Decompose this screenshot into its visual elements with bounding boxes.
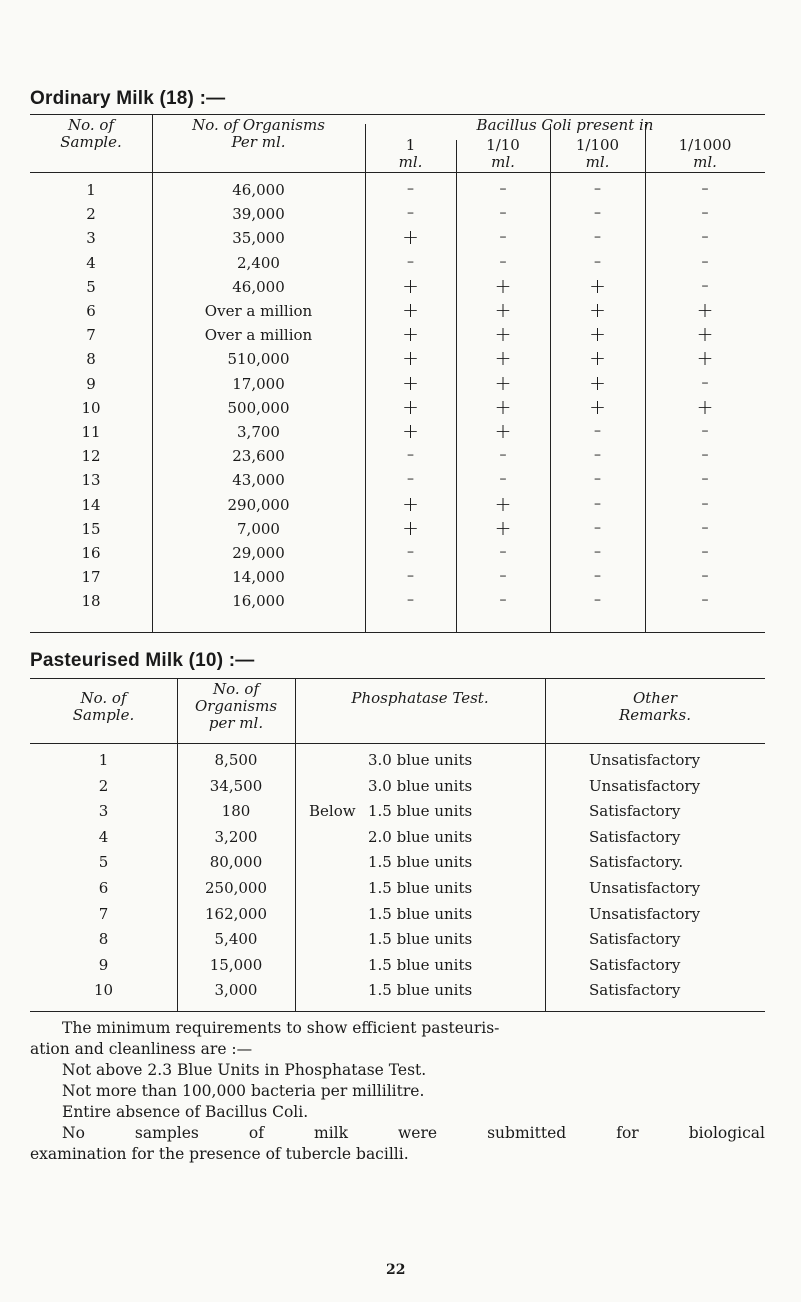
coli-negative: – — [499, 592, 507, 609]
coli-negative: – — [701, 374, 709, 391]
coli-negative: – — [594, 423, 601, 439]
coli-positive: + — [696, 346, 714, 371]
coli-negative: – — [499, 471, 507, 488]
phosphatase-result: 1.5 blue units — [368, 955, 473, 974]
coli-negative: – — [701, 592, 709, 609]
p-sample-number: 3 — [98, 802, 109, 821]
tubercle-note-line-1: No samples of milk were submitted for biological — [62, 1124, 765, 1142]
notes-line-1: The minimum requirements to show efficient pasteuris- — [62, 1019, 500, 1037]
coli-negative: – — [499, 447, 507, 464]
coli-negative: – — [701, 519, 709, 536]
coli-negative: – — [594, 544, 601, 560]
header-dilution-10: 1/10 ml. — [486, 136, 520, 171]
header-dilution-1000: 1/1000 ml. — [678, 136, 732, 171]
coli-negative: – — [499, 253, 507, 270]
remarks: Unsatisfactory — [589, 904, 701, 923]
coli-negative: – — [407, 253, 414, 270]
pasteurised-milk-heading: Pasteurised Milk (10) :— — [30, 650, 255, 671]
phosphatase-result: 1.5 blue units — [368, 853, 473, 872]
organism-count: 2,400 — [237, 253, 280, 272]
p-organism-count: 34,500 — [209, 776, 263, 795]
sample-number: 17 — [81, 568, 101, 587]
organism-count: 23,600 — [232, 447, 285, 466]
organism-count: 510,000 — [227, 350, 290, 369]
remarks: Unsatisfactory — [589, 751, 701, 769]
coli-negative: – — [407, 471, 414, 488]
coli-negative: – — [499, 229, 507, 246]
coli-positive: + — [402, 273, 419, 298]
p-header-organisms: No. of Organisms per ml. — [194, 680, 278, 732]
organism-count: 35,000 — [232, 229, 285, 248]
coli-negative: – — [594, 495, 601, 512]
coli-positive: + — [402, 515, 419, 540]
remarks: Satisfactory — [589, 802, 681, 821]
p-organism-count: 180 — [221, 802, 251, 821]
coli-negative: – — [407, 544, 414, 560]
organism-count: 14,000 — [232, 568, 285, 587]
coli-negative: – — [499, 544, 507, 560]
sample-number: 6 — [86, 302, 96, 320]
p-sample-number: 8 — [98, 930, 109, 949]
phosphatase-result: 3.0 blue units — [368, 751, 473, 769]
coli-positive: + — [494, 419, 512, 443]
phosphatase-result: 1.5 blue units — [368, 879, 473, 897]
p-sample-number: 7 — [98, 904, 109, 923]
header-organisms: No. of Organisms Per ml. — [192, 116, 325, 151]
coli-negative: – — [701, 568, 709, 585]
organism-count: 500,000 — [227, 398, 290, 417]
organism-count: 17,000 — [232, 374, 285, 393]
organism-count: Over a million — [204, 302, 313, 320]
organism-count: Over a million — [204, 326, 313, 345]
sample-number: 2 — [86, 205, 96, 224]
header-dilution-1: 1 ml. — [398, 136, 423, 171]
sample-number: 13 — [81, 471, 101, 490]
phosphatase-result: 1.5 blue units — [368, 930, 473, 949]
coli-positive: + — [696, 322, 714, 347]
coli-positive: + — [402, 394, 419, 419]
organism-count: 46,000 — [232, 277, 285, 296]
remarks: Unsatisfactory — [589, 879, 701, 897]
organism-count: 3,700 — [237, 423, 280, 441]
p-organism-count: 15,000 — [209, 955, 263, 974]
coli-positive: + — [494, 298, 512, 322]
coli-positive: + — [494, 346, 512, 371]
coli-negative: – — [701, 253, 709, 270]
organism-count: 290,000 — [227, 495, 290, 514]
coli-negative: – — [701, 471, 709, 488]
sample-number: 15 — [81, 519, 101, 538]
phosphatase-prefix: Below — [309, 802, 356, 821]
p-sample-number: 5 — [98, 853, 109, 872]
page-number: 22 — [386, 1262, 406, 1278]
organism-count: 39,000 — [232, 205, 285, 224]
coli-positive: + — [589, 346, 606, 371]
coli-negative: – — [701, 423, 709, 439]
p-organism-count: 8,500 — [214, 751, 258, 769]
coli-positive: + — [494, 322, 512, 347]
coli-negative: – — [594, 205, 601, 222]
coli-positive: + — [402, 225, 419, 250]
coli-positive: + — [402, 419, 419, 443]
organism-count: 16,000 — [232, 592, 285, 611]
sample-number: 7 — [86, 326, 96, 345]
header-sample: No. of Sample. — [60, 116, 122, 151]
coli-positive: + — [494, 370, 512, 395]
organism-count: 7,000 — [237, 519, 280, 538]
coli-positive: + — [589, 273, 606, 298]
coli-negative: – — [701, 495, 709, 512]
phosphatase-result: 1.5 blue units — [368, 802, 473, 821]
coli-positive: + — [402, 370, 419, 395]
phosphatase-result: 3.0 blue units — [368, 776, 473, 795]
sample-number: 11 — [81, 423, 101, 441]
coli-negative: – — [499, 568, 507, 585]
coli-negative: – — [407, 447, 414, 464]
sample-number: 3 — [86, 229, 96, 248]
requirement-coli: Entire absence of Bacillus Coli. — [62, 1103, 309, 1121]
sample-number: 5 — [86, 277, 96, 296]
sample-number: 1 — [86, 181, 96, 199]
ordinary-milk-heading: Ordinary Milk (18) :— — [30, 88, 226, 109]
sample-number: 8 — [86, 350, 96, 369]
sample-number: 14 — [81, 495, 101, 514]
coli-negative: – — [594, 568, 601, 585]
p-header-phosphatase: Phosphatase Test. — [351, 689, 489, 707]
remarks: Satisfactory — [589, 827, 681, 846]
coli-negative: – — [594, 447, 601, 464]
p-sample-number: 4 — [98, 827, 109, 846]
coli-negative: – — [594, 229, 601, 246]
p-header-sample: No. of Sample. — [72, 689, 135, 724]
sample-number: 18 — [81, 592, 101, 611]
coli-negative: – — [594, 181, 601, 197]
sample-number: 12 — [81, 447, 101, 466]
phosphatase-result: 2.0 blue units — [368, 827, 473, 846]
coli-negative: – — [701, 181, 709, 197]
sample-number: 10 — [81, 398, 101, 417]
remarks: Satisfactory — [589, 930, 681, 949]
coli-positive: + — [696, 298, 714, 322]
p-sample-number: 10 — [93, 981, 114, 1000]
coli-negative: – — [701, 447, 709, 464]
coli-positive: + — [589, 394, 606, 419]
header-bacillus-coli: Bacillus Coli present in — [476, 116, 654, 134]
coli-positive: + — [494, 491, 512, 516]
coli-positive: + — [402, 346, 419, 371]
coli-negative: – — [499, 205, 507, 222]
coli-positive: + — [402, 491, 419, 516]
sample-number: 9 — [86, 374, 96, 393]
coli-positive: + — [589, 370, 606, 395]
coli-negative: – — [701, 205, 709, 222]
coli-positive: + — [494, 515, 512, 540]
coli-positive: + — [494, 394, 512, 419]
coli-positive: + — [696, 394, 714, 419]
coli-negative: – — [594, 519, 601, 536]
requirement-bacteria: Not more than 100,000 bacteria per millilitre. — [62, 1082, 425, 1100]
coli-negative: – — [594, 253, 601, 270]
coli-negative: – — [701, 544, 709, 560]
coli-positive: + — [402, 298, 419, 322]
coli-negative: – — [701, 229, 709, 246]
remarks: Satisfactory. — [589, 853, 684, 872]
notes-line-2: ation and cleanliness are :— — [30, 1040, 253, 1058]
phosphatase-result: 1.5 blue units — [368, 981, 473, 1000]
p-header-remarks: Other Remarks. — [618, 689, 692, 724]
organism-count: 43,000 — [232, 471, 285, 490]
remarks: Satisfactory — [589, 955, 681, 974]
organism-count: 46,000 — [232, 181, 285, 199]
p-organism-count: 3,000 — [214, 981, 258, 1000]
p-organism-count: 80,000 — [209, 853, 263, 872]
remarks: Unsatisfactory — [589, 776, 701, 795]
remarks: Satisfactory — [589, 981, 681, 1000]
sample-number: 4 — [86, 253, 96, 272]
p-sample-number: 1 — [98, 751, 109, 769]
requirement-phosphatase: Not above 2.3 Blue Units in Phosphatase Test. — [62, 1061, 427, 1079]
coli-negative: – — [499, 181, 507, 197]
coli-negative: – — [594, 471, 601, 488]
p-organism-count: 162,000 — [204, 904, 268, 923]
p-sample-number: 2 — [98, 776, 109, 795]
p-organism-count: 5,400 — [214, 930, 258, 949]
p-organism-count: 250,000 — [204, 879, 268, 897]
coli-positive: + — [589, 298, 606, 322]
phosphatase-result: 1.5 blue units — [368, 904, 473, 923]
coli-positive: + — [494, 273, 512, 298]
sample-number: 16 — [81, 544, 101, 562]
organism-count: 29,000 — [232, 544, 285, 562]
coli-positive: + — [589, 322, 606, 347]
header-dilution-100: 1/100 ml. — [575, 136, 620, 171]
coli-negative: – — [701, 277, 709, 294]
coli-negative: – — [594, 592, 601, 609]
p-sample-number: 6 — [98, 879, 109, 897]
tubercle-note-line-2: examination for the presence of tubercle bacilli. — [30, 1145, 409, 1163]
p-sample-number: 9 — [98, 955, 109, 974]
coli-negative: – — [407, 592, 414, 609]
coli-positive: + — [402, 322, 419, 347]
coli-negative: – — [407, 568, 414, 585]
coli-negative: – — [407, 181, 414, 197]
p-organism-count: 3,200 — [214, 827, 258, 846]
coli-negative: – — [407, 205, 414, 222]
